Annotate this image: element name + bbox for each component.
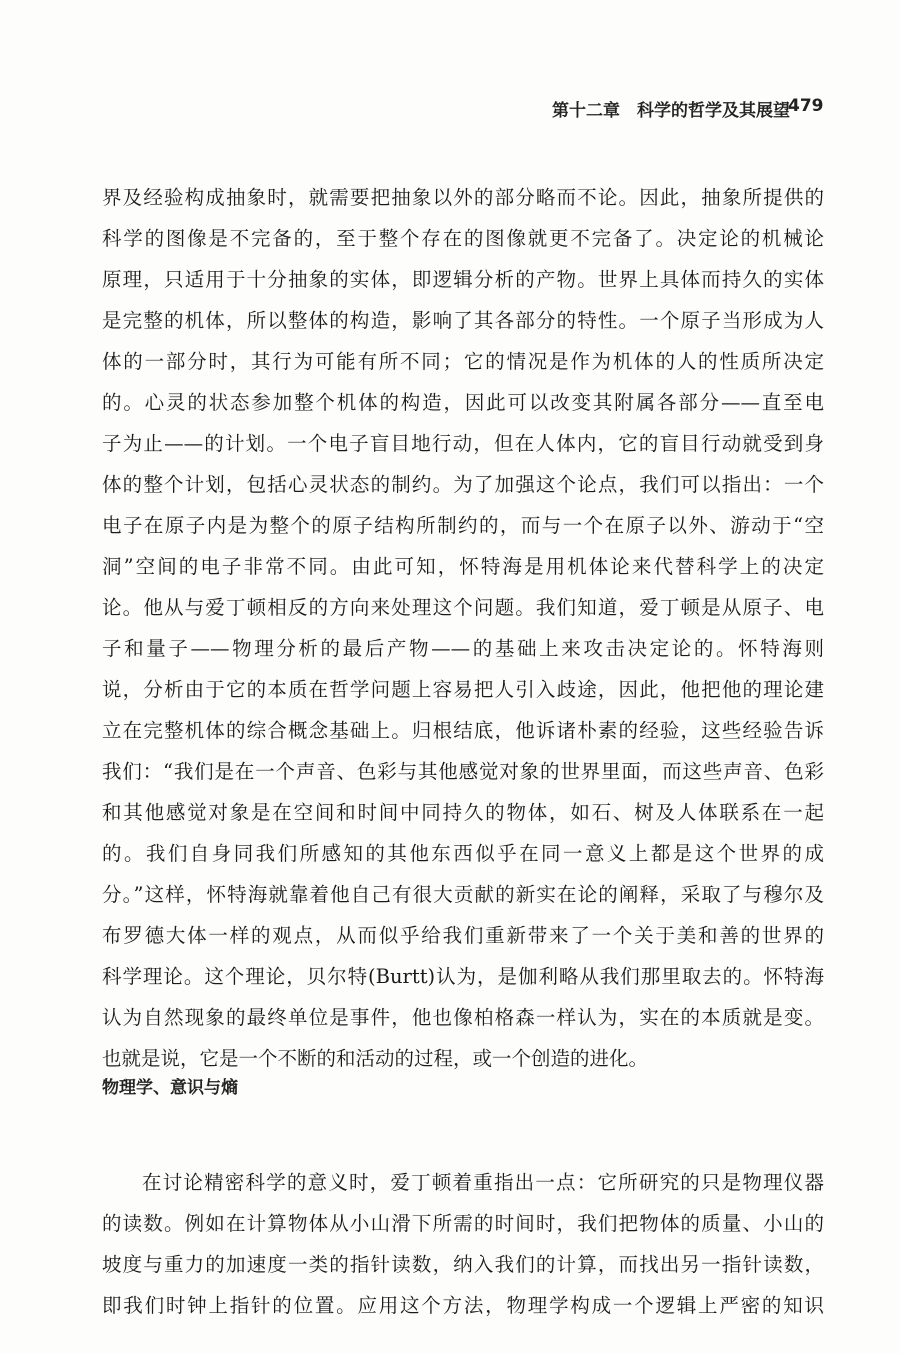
- text-line: 的读数。例如在计算物体从小山滑下所需的时间时，我们把物体的质量、小山的: [102, 1212, 824, 1235]
- text-line: 布罗德大体一样的观点，从而似乎给我们重新带来了一个关于美和善的世界的: [102, 924, 824, 947]
- text-line: 界及经验构成抽象时，就需要把抽象以外的部分略而不论。因此，抽象所提供的: [102, 186, 824, 209]
- text-line: 子和量子——物理分析的最后产物——的基础上来攻击决定论的。怀特海则: [102, 637, 824, 660]
- section-heading: 物理学、意识与熵: [102, 1078, 238, 1098]
- text-line: 体的一部分时，其行为可能有所不同；它的情况是作为机体的人的性质所决定: [102, 350, 824, 373]
- text-line: 的。我们自身同我们所感知的其他东西似乎在同一意义上都是这个世界的成: [102, 842, 824, 865]
- text-line: 科学理论。这个理论，贝尔特(Burtt)认为，是伽利略从我们那里取去的。怀特海: [102, 965, 824, 988]
- chapter-title: 第十二章 科学的哲学及其展望: [552, 101, 790, 121]
- text-line: 坡度与重力的加速度一类的指针读数，纳入我们的计算，而找出另一指针读数，: [102, 1253, 824, 1276]
- text-line: 是完整的机体，所以整体的构造，影响了其各部分的特性。一个原子当形成为人: [102, 309, 824, 332]
- text-line: 即我们时钟上指针的位置。应用这个方法，物理学构成一个逻辑上严密的知识: [102, 1294, 824, 1317]
- text-line: 电子在原子内是为整个的原子结构所制约的，而与一个在原子以外、游动于“空: [102, 514, 824, 537]
- running-header: [0, 96, 900, 120]
- text-line: 立在完整机体的综合概念基础上。归根结底，他诉诸朴素的经验，这些经验告诉: [102, 719, 824, 742]
- text-line: 认为自然现象的最终单位是事件，他也像柏格森一样认为，实在的本质就是变。: [102, 1006, 824, 1029]
- text-line: 子为止——的计划。一个电子盲目地行动，但在人体内，它的盲目行动就受到身: [102, 432, 824, 455]
- text-line: 和其他感觉对象是在空间和时间中同持久的物体，如石、树及人体联系在一起: [102, 801, 824, 824]
- text-line: 的。心灵的状态参加整个机体的构造，因此可以改变其附属各部分——直至电: [102, 391, 824, 414]
- text-line: 论。他从与爱丁顿相反的方向来处理这个问题。我们知道，爱丁顿是从原子、电: [102, 596, 824, 619]
- text-line: 体的整个计划，包括心灵状态的制约。为了加强这个论点，我们可以指出：一个: [102, 473, 824, 496]
- text-line: 在讨论精密科学的意义时，爱丁顿着重指出一点：它所研究的只是物理仪器: [142, 1171, 824, 1194]
- page-number: 479: [788, 96, 824, 116]
- text-line: 我们：“我们是在一个声音、色彩与其他感觉对象的世界里面，而这些声音、色彩: [102, 760, 824, 783]
- text-line: 也就是说，它是一个不断的和活动的过程，或一个创造的进化。: [102, 1047, 649, 1070]
- text-line: 分。”这样，怀特海就靠着他自己有很大贡献的新实在论的阐释，采取了与穆尔及: [102, 883, 824, 906]
- text-line: 科学的图像是不完备的，至于整个存在的图像就更不完备了。决定论的机械论: [102, 227, 824, 250]
- text-line: 说，分析由于它的本质在哲学问题上容易把人引入歧途，因此，他把他的理论建: [102, 678, 824, 701]
- text-line: 原理，只适用于十分抽象的实体，即逻辑分析的产物。世界上具体而持久的实体: [102, 268, 824, 291]
- text-line: 洞”空间的电子非常不同。由此可知，怀特海是用机体论来代替科学上的决定: [102, 555, 824, 578]
